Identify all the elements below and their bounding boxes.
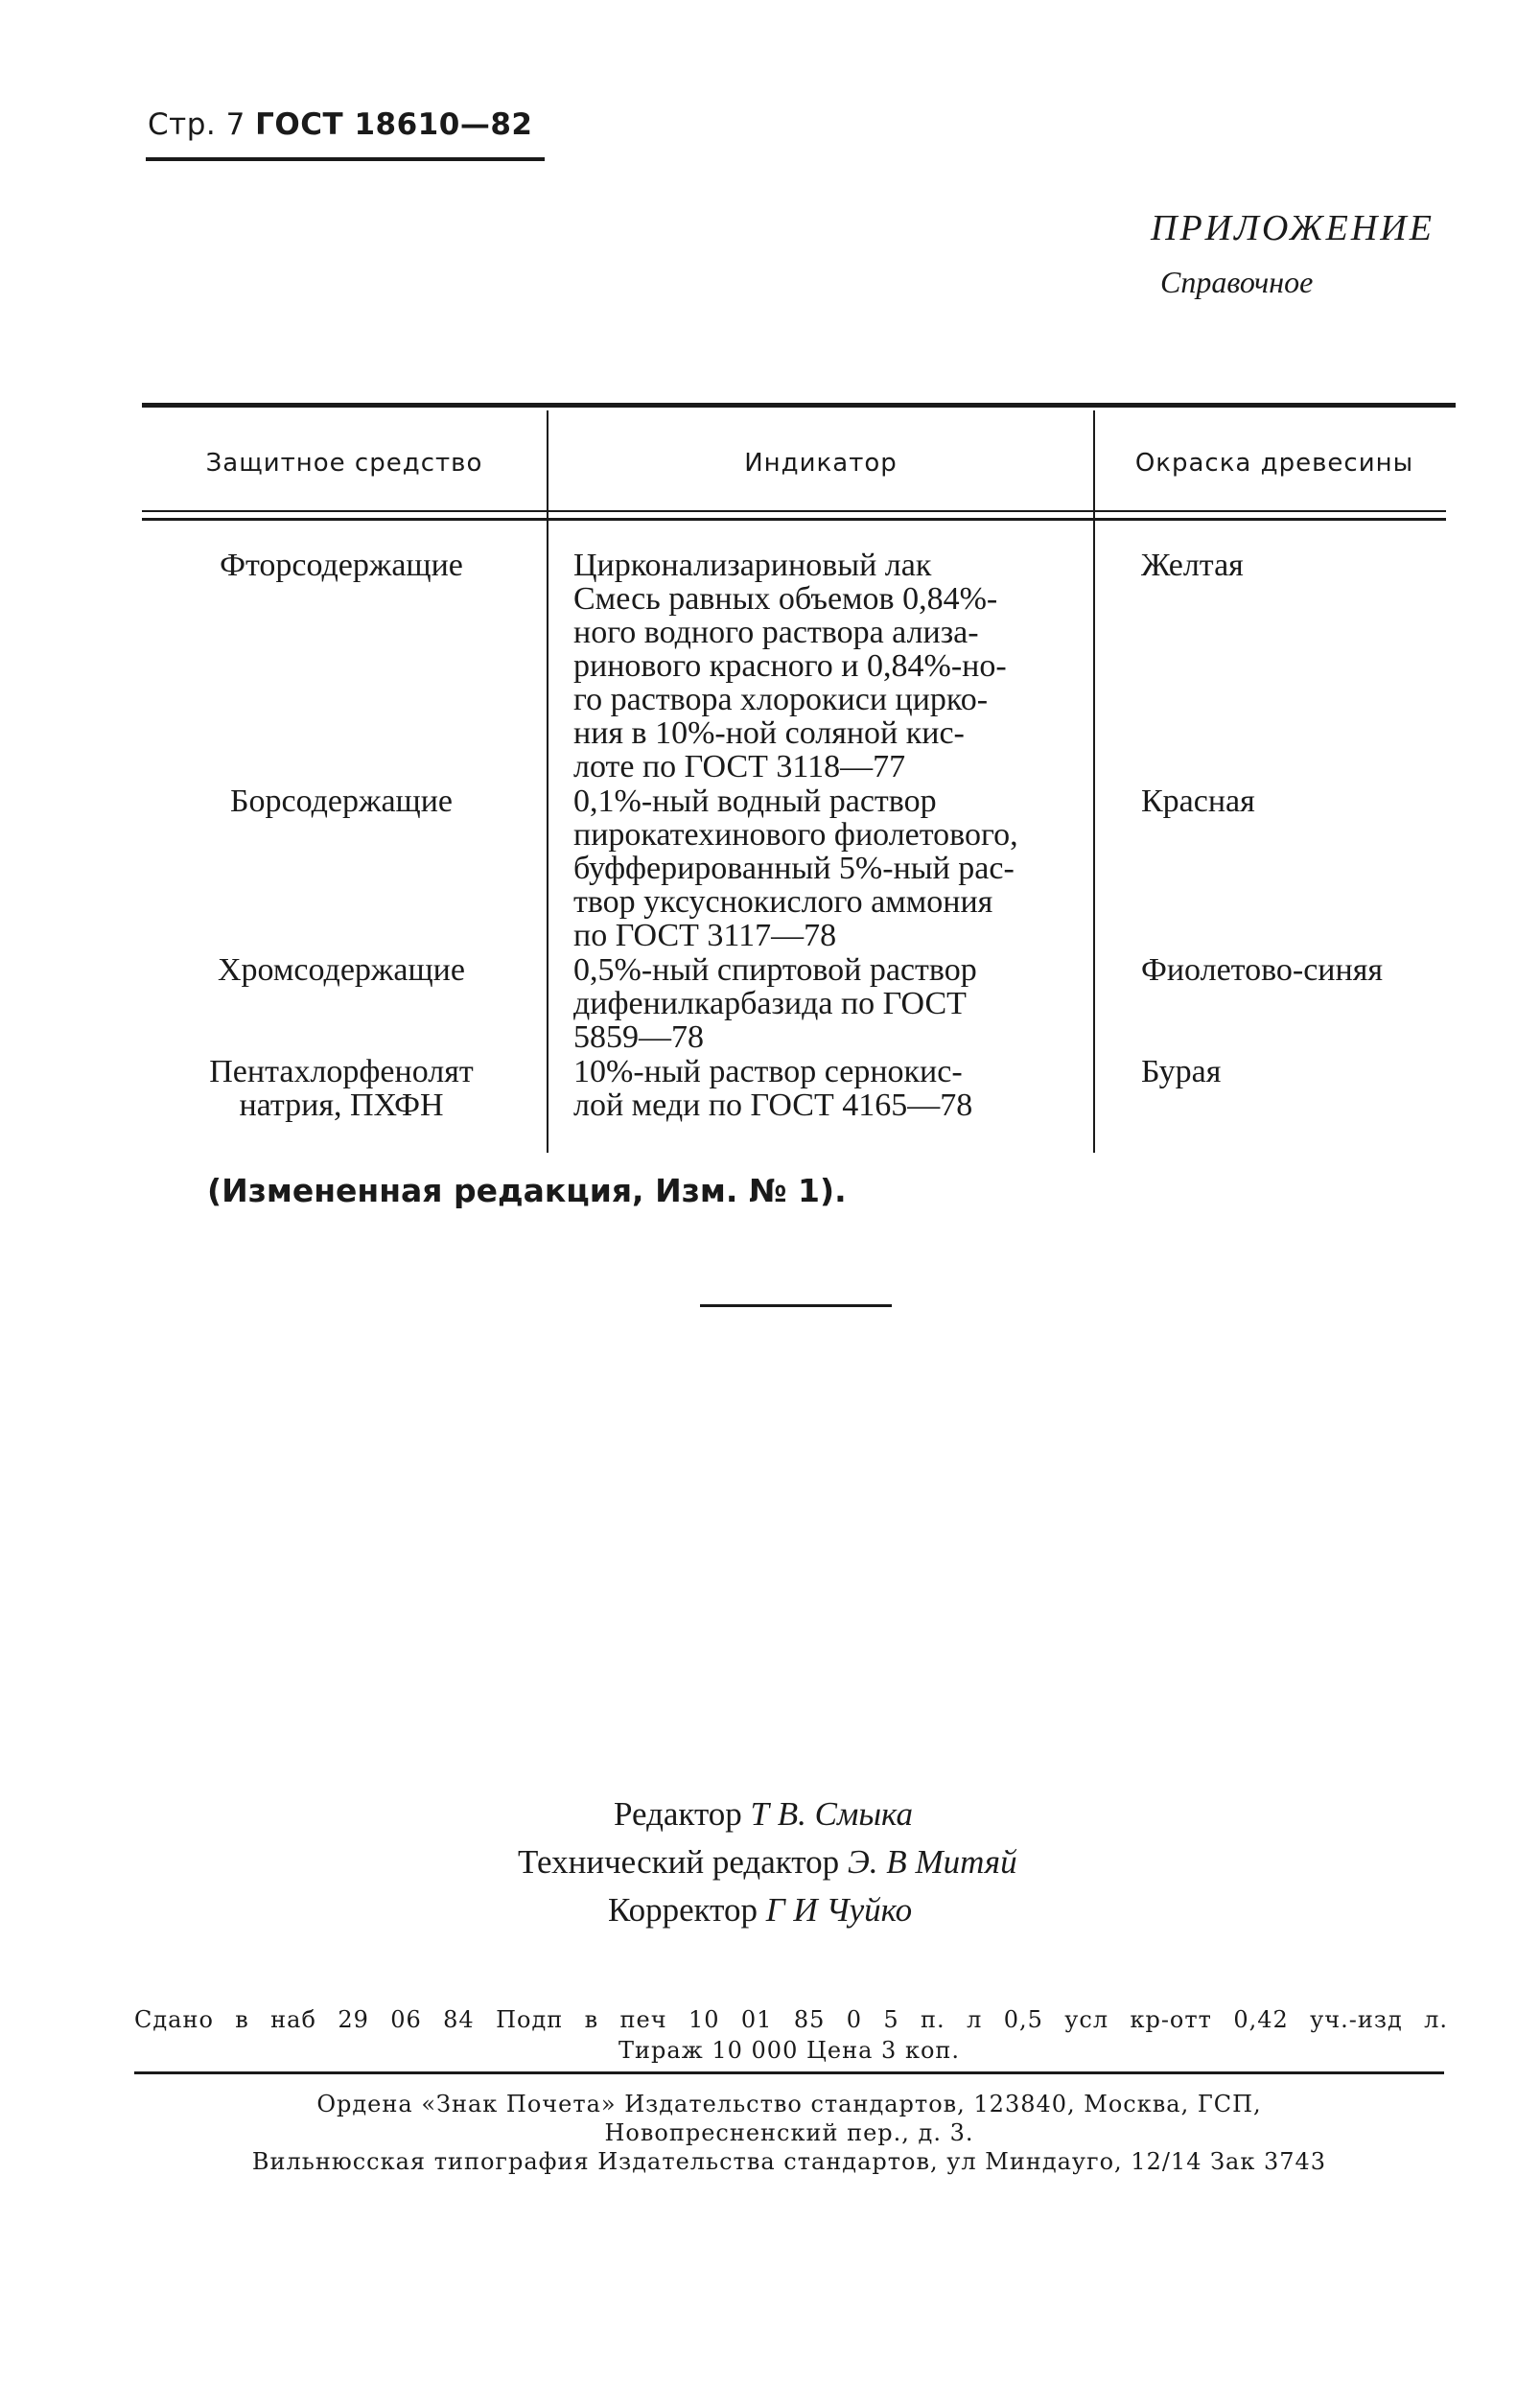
credit-editor: Редактор Т В. Смыка (614, 1795, 914, 1833)
page-number: Стр. 7 (148, 107, 245, 142)
table-cell-agent: Пентахлорфенолят натрия, ПХФН (209, 1054, 474, 1123)
table-top-rule (142, 403, 1456, 408)
column-divider (1093, 410, 1095, 1153)
table-cell-agent: Фторсодержащие (220, 548, 463, 583)
table-cell-agent: Борсодержащие (229, 784, 454, 819)
document-code: ГОСТ 18610—82 (255, 107, 533, 142)
table-cell-wood-color: Красная (1141, 784, 1255, 819)
table-cell-agent: Хромсодержащие (218, 952, 465, 988)
publisher-line-1: Ордена «Знак Почета» Издательство стандартов, 123840, Москва, ГСП, (316, 2091, 1262, 2117)
page-header (148, 107, 532, 142)
imprint-line-1: Сдано в наб 29 06 84 Подп в печ 10 01 85 0 5 п. л 0,5 усл кр-отт 0,42 уч.-изд л. (134, 2006, 1448, 2033)
section-separator (700, 1304, 892, 1307)
column-divider (547, 410, 548, 1153)
table-cell-wood-color: Бурая (1141, 1054, 1222, 1089)
appendix-title: ПРИЛОЖЕНИЕ (1151, 208, 1435, 248)
publisher-line-3: Вильнюсская типография Издательства стандартов, ул Миндауго, 12/14 Зак 3743 (251, 2148, 1327, 2175)
table-cell-wood-color: Желтая (1141, 548, 1244, 583)
table-header-rule (142, 510, 1446, 512)
table-cell-indicator: 0,1%-ный водный раствор пирокатехинового фиолетового, буфферированный 5%-ный рас- твор уксуснокислого аммония по ГОСТ 3117—78 (573, 784, 1018, 953)
column-header-indicator: Индикатор (744, 449, 898, 478)
credit-technical-editor: Технический редактор Э. В Митяй (518, 1843, 1017, 1881)
publisher-line-2: Новопресненский пер., д. 3. (604, 2119, 974, 2146)
table-cell-wood-color: Фиолетово-синяя (1141, 952, 1383, 988)
column-header-wood-color: Окраска древесины (1134, 449, 1414, 478)
header-rule (146, 157, 545, 161)
table-header-rule-double (142, 518, 1446, 521)
table-cell-indicator: 0,5%-ный спиртовой раствор дифенилкарбазида по ГОСТ 5859—78 (573, 952, 977, 1055)
table-cell-indicator: Цирконализариновый лак Смесь равных объемов 0,84%- ного водного раствора ализа- ринового красного и 0,84%-но- го раствора хлорокиси цирко- ния в 10%-ной соляной кис- лоте по ГОСТ 3118—77 (573, 548, 1007, 784)
amendment-note: (Измененная редакция, Изм. № 1). (207, 1172, 847, 1209)
appendix-subtitle: Справочное (1160, 265, 1314, 299)
column-header-agent: Защитное средство (205, 449, 483, 478)
footer-rule (134, 2071, 1444, 2074)
imprint-line-2: Тираж 10 000 Цена 3 коп. (618, 2037, 961, 2064)
table-cell-indicator: 10%-ный раствор сернокис- лой меди по ГОСТ 4165—78 (573, 1054, 973, 1123)
credit-proofreader: Корректор Г И Чуйко (608, 1891, 913, 1929)
